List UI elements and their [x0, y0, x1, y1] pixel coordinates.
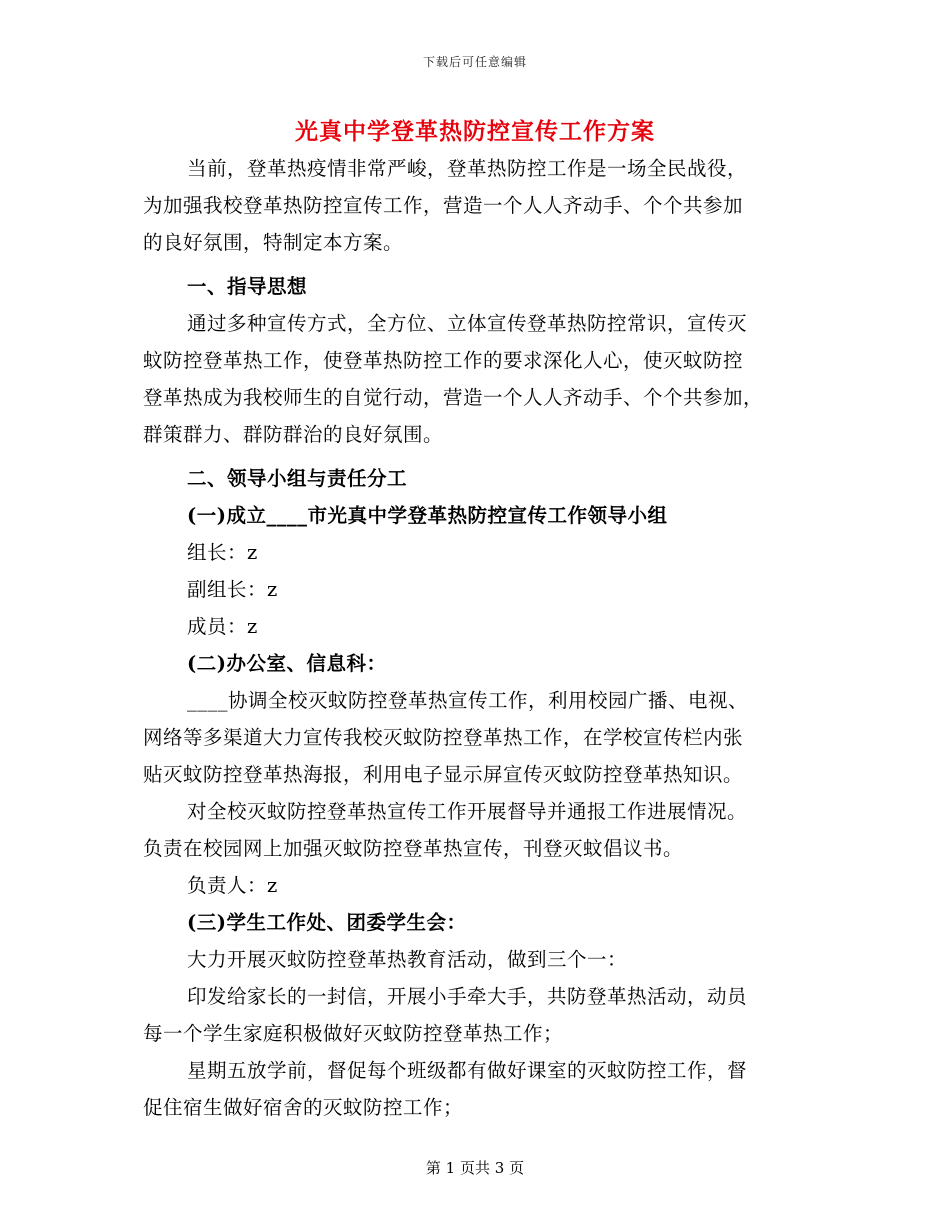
paragraph-line: 负责人：z: [187, 874, 278, 897]
paragraph-line: 大力开展灭蚊防控登革热教育活动，做到三个一：: [187, 948, 628, 971]
subsection-heading: (二)办公室、信息科：: [187, 652, 387, 675]
paragraph-line: ____协调全校灭蚊防控登革热宣传工作，利用校园广播、电视、: [187, 689, 749, 712]
subsection-heading: (一)成立____市光真中学登革热防控宣传工作领导小组: [187, 504, 668, 527]
page-number-footer: 第 1 页共 3 页: [425, 1159, 525, 1177]
document-title: 光真中学登革热防控宣传工作方案: [295, 118, 655, 145]
paragraph-line: 网络等多渠道大力宣传我校灭蚊防控登革热工作，在学校宣传栏内张: [143, 726, 744, 749]
paragraph-line: 的良好氛围，特制定本方案。: [143, 231, 404, 254]
paragraph-line: 为加强我校登革热防控宣传工作，营造一个人人齐动手、个个共参加: [143, 194, 744, 217]
subsection-heading: (三)学生工作处、团委学生会：: [187, 911, 467, 934]
paragraph-line: 群策群力、群防群治的良好氛围。: [143, 423, 444, 446]
paragraph-line: 登革热成为我校师生的自觉行动，营造一个人人齐动手、个个共参加，: [143, 386, 764, 409]
paragraph-line: 促住宿生做好宿舍的灭蚊防控工作；: [143, 1096, 464, 1119]
paragraph-line: 印发给家长的一封信，开展小手牵大手，共防登革热活动，动员: [187, 985, 748, 1008]
paragraph-line: 当前，登革热疫情非常严峻，登革热防控工作是一场全民战役，: [187, 157, 748, 180]
paragraph-line: 每一个学生家庭积极做好灭蚊防控登革热工作；: [143, 1022, 564, 1045]
paragraph-line: 贴灭蚊防控登革热海报，利用电子显示屏宣传灭蚊防控登革热知识。: [143, 763, 744, 786]
paragraph-line: 成员：z: [187, 615, 258, 638]
section-heading: 一、指导思想: [187, 275, 308, 298]
paragraph-line: 负责在校园网上加强灭蚊防控登革热宣传，刊登灭蚊倡议书。: [143, 837, 684, 860]
paragraph-line: 组长：z: [187, 541, 258, 564]
paragraph-line: 对全校灭蚊防控登革热宣传工作开展督导并通报工作进展情况。: [187, 800, 748, 823]
document-body: [143, 150, 803, 1126]
paragraph-line: 副组长：z: [187, 578, 278, 601]
paragraph-line: 通过多种宣传方式，全方位、立体宣传登革热防控常识，宣传灭: [187, 312, 748, 335]
paragraph-line: 蚊防控登革热工作，使登革热防控工作的要求深化人心，使灭蚊防控: [143, 349, 744, 372]
section-heading: 二、领导小组与责任分工: [187, 467, 408, 490]
header-note: 下载后可任意编辑: [422, 55, 527, 69]
paragraph-line: 星期五放学前，督促每个班级都有做好课室的灭蚊防控工作，督: [187, 1059, 748, 1082]
